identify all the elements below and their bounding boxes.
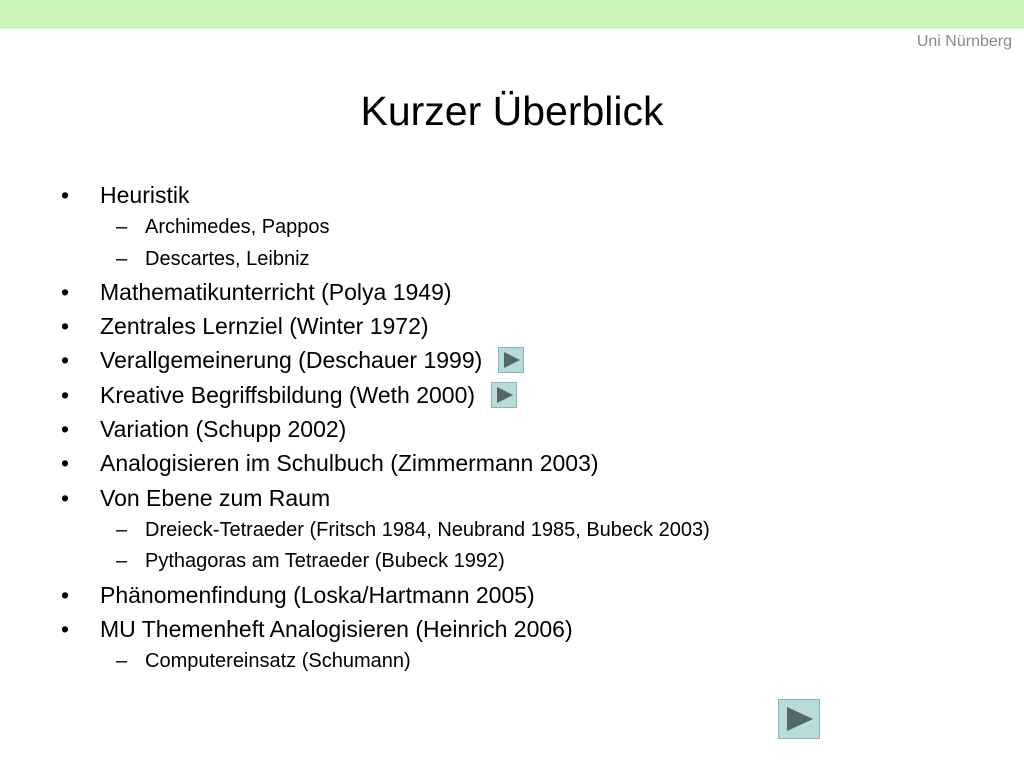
sub-item-text: Dreieck-Tetraeder (Fritsch 1984, Neubrand 1985, Bubeck 2003) xyxy=(145,518,710,541)
sub-item-dreieck-tetraeder xyxy=(0,515,1000,546)
deschauer-play-button[interactable] xyxy=(498,347,524,373)
list-item-loska-hartmann xyxy=(0,578,1000,612)
sub-item-text: Descartes, Leibniz xyxy=(145,247,310,270)
list-item-heinrich xyxy=(0,612,1000,646)
dash-marker: – xyxy=(116,247,128,270)
list-item-text: MU Themenheft Analogisieren (Heinrich 2006) xyxy=(100,615,573,642)
dash-marker: – xyxy=(116,518,128,541)
list-item-heuristik xyxy=(0,178,1000,212)
dash-marker: – xyxy=(116,650,128,673)
list-item-deschauer xyxy=(0,343,1000,377)
list-item-text: Phänomenfindung (Loska/Hartmann 2005) xyxy=(100,581,535,608)
play-icon xyxy=(504,352,520,368)
dash-marker: – xyxy=(116,216,128,239)
bullet-marker: • xyxy=(61,450,70,477)
list-item-text: Zentrales Lernziel (Winter 1972) xyxy=(100,313,429,340)
list-item-ebene-raum xyxy=(0,481,1000,515)
list-item-weth xyxy=(0,378,1000,412)
list-item-text: Von Ebene zum Raum xyxy=(100,484,331,511)
play-icon xyxy=(787,707,813,731)
bullet-marker: • xyxy=(61,347,70,374)
list-item-text: Mathematikunterricht (Polya 1949) xyxy=(100,278,452,305)
bullet-marker: • xyxy=(61,313,70,340)
list-item-text: Analogisieren im Schulbuch (Zimmermann 2003) xyxy=(100,450,599,477)
slide-title: Kurzer Überblick xyxy=(360,88,664,134)
weth-play-button[interactable] xyxy=(491,382,517,408)
dash-marker: – xyxy=(116,550,128,573)
bullet-marker: • xyxy=(61,182,70,208)
sub-item-text: Computereinsatz (Schumann) xyxy=(145,650,411,673)
bullet-marker: • xyxy=(61,615,70,642)
sub-item-archimedes xyxy=(0,212,1000,243)
list-item-winter xyxy=(0,309,1000,343)
org-label: Uni Nürnberg xyxy=(916,33,1012,50)
list-item-schupp xyxy=(0,412,1000,446)
play-icon xyxy=(497,387,513,403)
bullet-marker: • xyxy=(61,278,70,305)
sub-item-text: Archimedes, Pappos xyxy=(145,216,330,239)
bullet-list xyxy=(0,178,1000,677)
bullet-marker: • xyxy=(61,381,70,408)
bullet-marker: • xyxy=(61,416,70,443)
list-item-text: Verallgemeinerung (Deschauer 1999) xyxy=(100,347,483,374)
sub-item-descartes xyxy=(0,244,1000,275)
list-item-zimmermann xyxy=(0,446,1000,480)
list-item-text: Variation (Schupp 2002) xyxy=(100,416,347,443)
top-bar xyxy=(0,0,1024,29)
list-item-text: Kreative Begriffsbildung (Weth 2000) xyxy=(100,381,476,408)
sub-item-text: Pythagoras am Tetraeder (Bubeck 1992) xyxy=(145,550,505,573)
list-item-polya xyxy=(0,275,1000,309)
next-slide-button[interactable] xyxy=(778,699,820,739)
sub-item-computereinsatz xyxy=(0,646,1000,677)
list-item-text: Heuristik xyxy=(100,182,190,208)
bullet-marker: • xyxy=(61,484,70,511)
sub-item-pythagoras xyxy=(0,546,1000,577)
bullet-marker: • xyxy=(61,581,70,608)
